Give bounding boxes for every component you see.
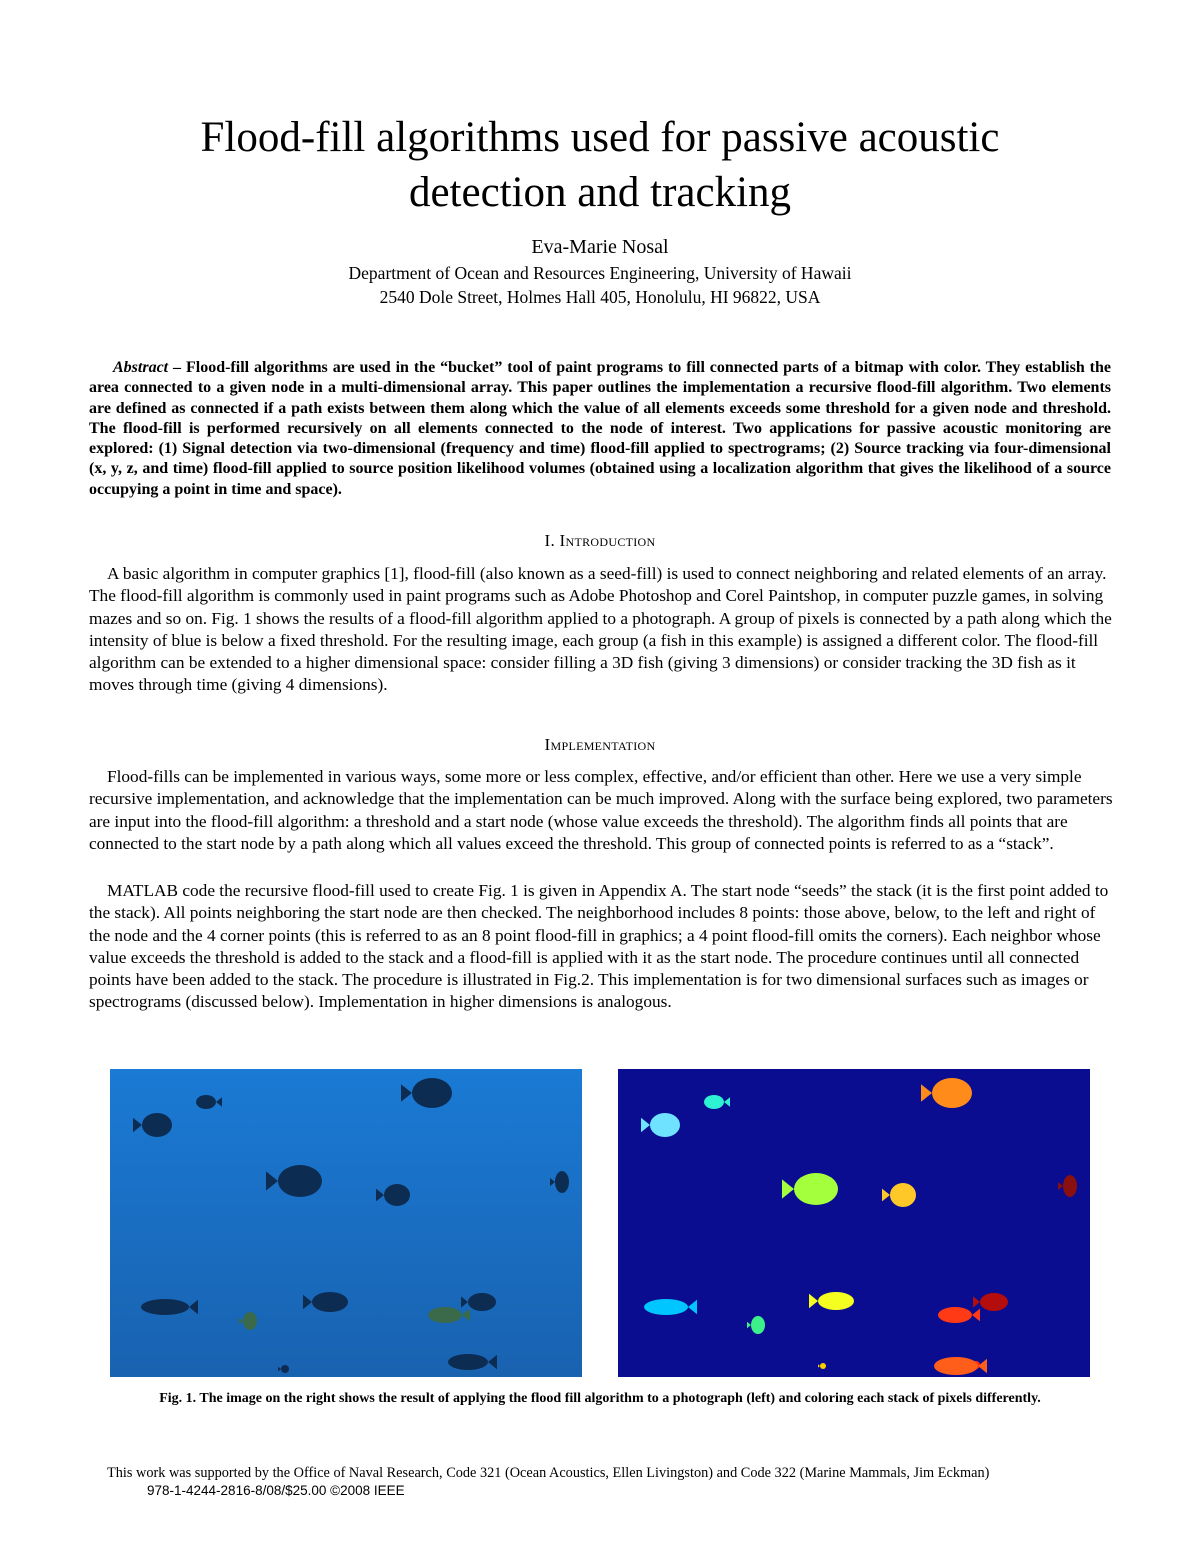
section-heading-introduction: I. Introduction [544,531,656,550]
fish-photograph [110,1069,582,1377]
figure-floodfill-right [618,1069,1090,1377]
intro-paragraph: A basic algorithm in computer graphics [1], flood-fill (also known as a seed-fill) is used to connect neighboring and related elements of an array. The flood-fill algorithm is commonly used in paint programs such as Adobe Photoshop and Corel Paintshop, in computer puzzle games, in solving mazes and so on. Fig. 1 shows the results of a flood-fill algorithm applied to a photograph. A group of pixels is connected by a path along which the intensity of blue is below a fixed threshold. For the resulting image, each group (a fish in this example) is assigned a different color. The flood-fill algorithm can be extended to a higher dimensional space: consider filling a 3D fish (giving 3 dimensions) or consider tracking the 3D fish as it moves through time (giving 4 dimensions). [89,564,1112,695]
section-heading-implementation: Implementation [544,735,656,754]
isbn-copyright: 978-1-4244-2816-8/08/$25.00 ©2008 IEEE [147,1483,405,1498]
title-line-2: detection and tracking [408,169,792,216]
abstract [89,358,1111,500]
title-line-1: Flood-fill algorithms used for passive acoustic [200,114,1000,161]
footnote [107,1465,989,1499]
implementation-paragraph-1: Flood-fills can be implemented in various ways, some more or less complex, effective, and/or efficient than other. Here we use a very simple recursive implementation, and acknowledge that the implementation can be much improved. Along with the surface being explored, two parameters are input into the flood-fill algorithm: a threshold and a start node (whose value exceeds the threshold). The algorithm finds all points that are connected to the start node by a path along which all values exceed the threshold. This group of connected points is referred to as a “stack”. [89,767,1113,853]
affiliation-line-1: Department of Ocean and Resources Engineering, University of Hawaii [348,263,852,283]
paper-title [90,110,1110,220]
figure-photo-left [110,1069,582,1377]
implementation-paragraph-2: MATLAB code the recursive flood-fill used to create Fig. 1 is given in Appendix A. The start node “seeds” the stack (it is the first point added to the stack). All points neighboring the start node are then checked. The neighborhood includes 8 points: those above, below, to the left and right of the node and the 4 corner points (this is referred to as an 8 point flood-fill in graphics; a 4 point flood-fill omits the corners). Each neighbor whose value exceeds the threshold is added to the stack and a flood-fill is applied with it as the start node. The procedure continues until all connected points have been added to the stack. The procedure is illustrated in Fig.2. This implementation is for two dimensional surfaces such as images or spectrograms (discussed below). Implementation in higher dimensions is analogous. [89,881,1109,1012]
fill-background [618,1069,1090,1377]
figure-caption: Fig. 1. The image on the right shows the result of applying the flood fill algorithm to a photograph (left) and coloring each stack of pixels differently. [159,1391,1041,1406]
flood-fill-result-image [618,1069,1090,1377]
photo-background [110,1069,582,1377]
abstract-text: – Flood-fill algorithms are used in the “bucket” tool of paint programs to fill connected parts of a bitmap with color. They establish the area connected to a given node in a multi-dimensional array. This paper outlines the implementation a recursive flood-fill algorithm. Two elements are defined as connected if a path exists between them along which the value of all elements exceeds some threshold for a given node and threshold. The flood-fill is performed recursively on all elements connected to the node of interest. Two applications for passive acoustic monitoring are explored: (1) Signal detection via two-dimensional (frequency and time) flood-fill applied to spectrograms; (2) Source tracking via four-dimensional (x, y, z, and time) flood-fill applied to source position likelihood volumes (obtained using a localization algorithm that gives the likelihood of a source occupying a point in time and space). [89,359,1111,498]
funding-note: This work was supported by the Office of Naval Research, Code 321 (Ocean Acoustics, Ellen Livingston) and Code 322 (Marine Mammals, Jim Eckman) [107,1465,990,1481]
affiliation-line-2: 2540 Dole Street, Holmes Hall 405, Honolulu, HI 96822, USA [379,287,821,307]
author-name: Eva-Marie Nosal [531,236,669,258]
abstract-label: Abstract [113,359,169,376]
